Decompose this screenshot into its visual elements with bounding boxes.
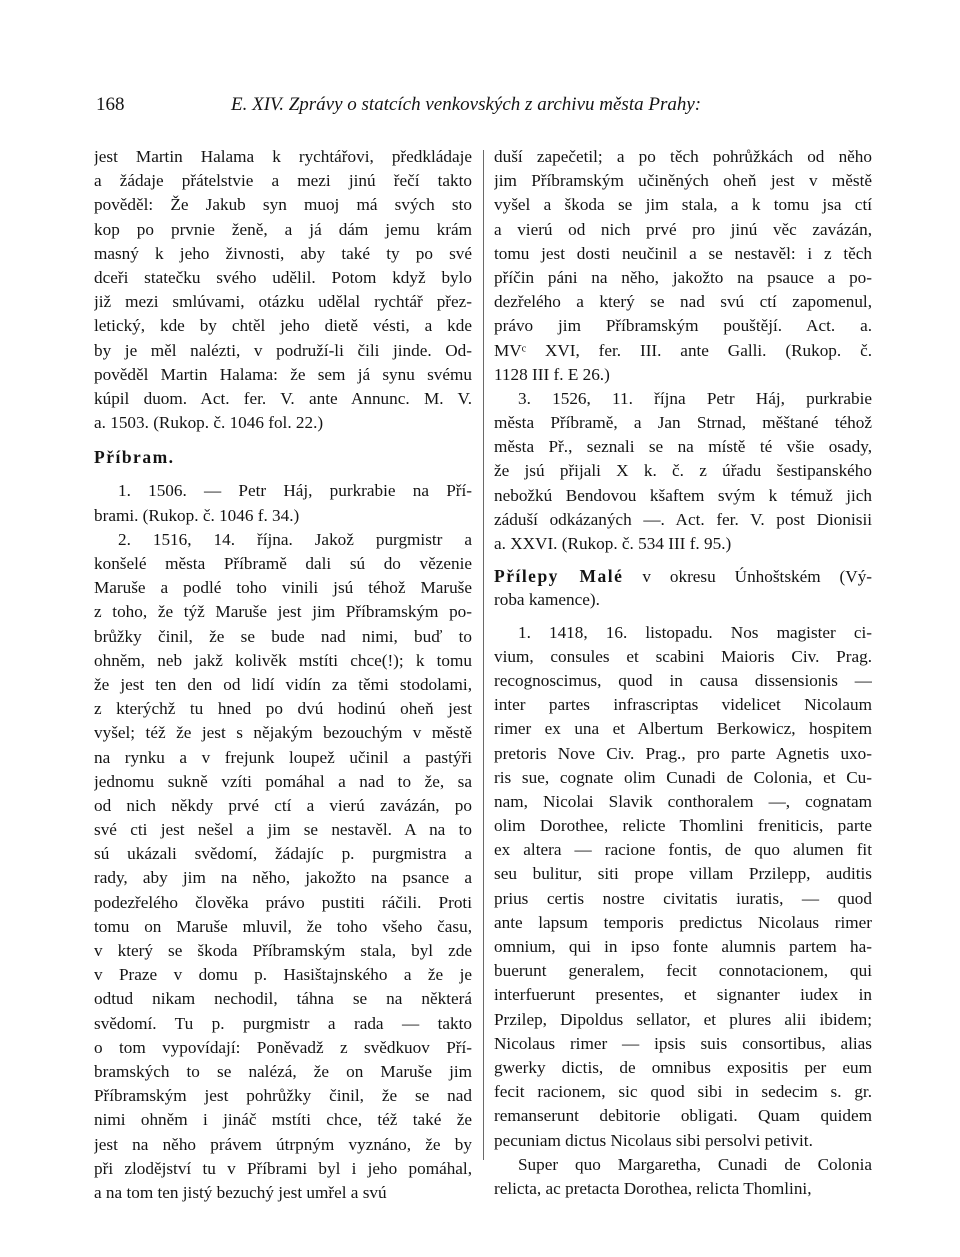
text-line: brůžky činil, že se bude nad nimi, buď to [94,626,472,646]
text-line: dezřelého a který se nad svú ctí zapomenul, [494,292,872,312]
text-line: že jsú přijali X k. č. z úřadu šestipanského [494,461,872,481]
text-line: v který se škoda Příbramským stala, byl zde [94,941,472,961]
text-line: sú ukázali svědomí, žádajíc p. purgmistra a [94,844,472,864]
text-line: jim Příbramským učiněných oheň jest v městě [494,171,872,191]
paragraph-pribram-1 [94,479,472,527]
left-column [94,145,472,1205]
paragraph-pribram-2-cont [494,145,872,387]
text-line: 2. 1516, 14. října. Jakož purgmistr a [118,529,472,549]
text-line: 3. 1526, 11. října Petr Háj, purkrabie [518,388,872,408]
page-number: 168 [96,94,125,115]
text-line: z toho, že týž Maruše jest jim Příbramským po- [94,602,472,622]
page-header [96,94,866,124]
text-line: remanserunt debitorie obligati. Quam quidem [494,1106,872,1126]
text-line: ex altera — racione fontis, de quo alumen fit [494,840,872,860]
text-line: ris sue, cognate olim Cunadi de Colonia, et Cu- [494,767,872,787]
text-line: vium, consules et scabini Maioris Civ. Prag. [494,646,872,666]
text-line: konšelé města Příbramě dali sú do vězenie [94,554,472,574]
text-line: a žádaje přátelstvie a mezi jinú řečí takto [94,171,472,191]
text-line: pecuniam dictus Nicolaus sibi persolvi petivit. [494,1130,813,1150]
text-line: recognoscimus, quod in causa dissensionis — [494,670,872,690]
text-line: a vierú od nich prvé pro jinú věc zavázán, [494,219,872,239]
heading-place-name: Přílepy Malé [494,566,624,587]
text-line: ohněm, neb jakž kolivěk mstíti chce(!); k tomu [94,650,472,670]
text-line: by je měl nalézti, v podruží-li čili jinde. Od- [94,340,472,360]
column-divider [483,150,484,1160]
heading-place-rest: v okresu Únhoštském (Vý- [623,567,872,587]
text-line: z kterýchž tu hned po dvú hodinú oheň jest [94,699,472,719]
text-line: bramských to se nalézá, že on Maruše jim [94,1061,472,1081]
paragraph-halama [94,145,472,435]
text-line: jednomu sukně vzíti pomáhal a nad to že, sa [94,771,472,791]
text-line: města Př., seznali se na místě té všie osady, [494,437,872,457]
text-line: seu bulitur, siti prope villam Przilepp, auditis [494,864,872,884]
text-line: při zlodějství tu v Příbrami byl i jeho pomáhal, [94,1158,472,1178]
text-line: 1128 III f. E 26.) [494,364,610,384]
text-line: fecit racionem, sic quod sibi in sedecim s. gr. [494,1082,872,1102]
text-line: inter partes infrascriptas videlicet Nicolaum [494,695,872,715]
text-line: rady, aby jim na něho, jakožto na psance a [94,868,472,888]
text-line: pověděl: Že Jakub syn muoj má svých sto [94,195,472,215]
text-line: Příbramským jest pohrůžky činil, že se nad [94,1086,472,1106]
text-line: brami. (Rukop. č. 1046 f. 34.) [94,505,300,525]
text-line: o tom vypovídají: Poněvadž z svědkuov Pří- [94,1037,472,1057]
text-line: vyšel a škoda se jim stala, a k tomu jsa ctí [494,195,872,215]
text-line: podezřelého člověka právo pustiti ráčili. Proti [94,892,472,912]
text-line: příčin páni na něho, jakožto na psauce a po- [494,267,872,287]
text-line: vyšel; též že jest s nějakým bezouchým v městě [94,723,472,743]
text-line: a. XXVI. (Rukop. č. 534 III f. 95.) [494,534,732,553]
text-line: své cti jest nešel a jim se nestavěl. A na to [94,820,472,840]
text-line: 1. 1418, 16. listopadu. Nos magister ci- [518,622,872,642]
text-line: již mezi smlúvami, otázku udělal rychtář přez- [94,292,472,312]
text-line: tomu jest dosti neučinil a se nestavěl: i z těch [494,243,872,263]
text-line: interfuerunt presentes, et signanter iudex in [494,985,872,1005]
text-line: olim Dorothee, relicte Thomlini freniticis, parte [494,816,872,836]
text-line: kop po prvnie ženě, a já dám jemu krám [94,219,472,239]
text-line: od nich někdy prvé ctí a vierú zavázán, po [94,795,472,815]
text-line: jest Martin Halama k rychtářovi, předkládaje [94,147,472,166]
paragraph-prilepy-1 [494,621,872,1202]
text-line: Nicolaus rimer — ipsis suis consortibus, alias [494,1033,872,1053]
text-line: Super quo Margaretha, Cunadi de Colonia [518,1154,872,1174]
text-line: rimer ex una et Albertum Berkowicz, hospitem [494,719,872,739]
text-line: jest na něho právem útrpným vyznáno, že by [94,1134,472,1154]
paragraph-pribram-3 [494,387,872,556]
text-line: prius certis nostre civitatis iuratis, — quod [494,888,872,908]
running-title: E. XIV. Zprávy o statcích venkovských z archivu města Prahy: [231,94,702,115]
text-line: duší zapečetil; a po těch pohrůžkách od něho [494,147,872,166]
text-line: tomu on Maruše mluvil, že toho všeho času, [94,916,472,936]
text-line: města Příbramě, a Jan Strnad, měštané téhož [494,413,872,433]
right-column [494,145,872,1201]
text-line: pověděl Martin Halama: že sem já synu svému [94,364,472,384]
text-line: v Praze v domu p. Hasištajnského a že je [94,965,472,985]
heading-line-2: roba kamence). [494,590,600,610]
text-line: letický, kde by chtěl jeho dietě vésti, a kde [94,316,472,336]
text-line: pretoris Nove Civ. Prag., pro parte Agnetis uxo- [494,743,872,763]
text-line: relicta, ac pretacta Dorothea, relicta Thomlini, [494,1178,812,1198]
text-line: a. 1503. (Rukop. č. 1046 fol. 22.) [94,413,324,433]
text-line: buerunt generalem, fecit connotacionem, qui [494,961,872,981]
text-line: že jest ten den od lidí vidín za těmi stodolami, [94,674,472,694]
text-line: právo jim Příbramským pouštějí. Act. a. [494,316,872,336]
text-line: na rynku a v frejunk loupež učinil a pastýři [94,747,472,767]
text-line: nam, Nicolai Slavik conthoralem —, cognatam [494,791,872,811]
text-line: 1. 1506. — Petr Háj, purkrabie na Pří- [118,481,472,501]
section-heading-prilepy [494,564,872,588]
text-line: masný k jeho živnosti, aby také ty po své [94,243,472,263]
text-line: nebožkú Bendovou kšaftem svým k témuž jich [494,485,872,505]
text-line: Maruše a podlé toho vinili jsú téhož Maruše [94,578,472,598]
text-line: ante lapsum temporis predictus Nicolaus rimer [494,912,872,932]
text-line: kúpil duom. Act. fer. V. ante Annunc. M. V. [94,388,472,408]
text-line: Przilep, Dipoldus sellator, et plures alii ibidem; [494,1009,872,1029]
text-line: nimi ohněm i jináč mstíti chce, též také že [94,1110,472,1130]
text-line: odtud nikam nechodil, táhna se na některá [94,989,472,1009]
text-line: dceři statečku svého udělil. Potom když bylo [94,267,472,287]
paragraph-pribram-2 [94,528,472,1205]
text-line: svědomí. Tu p. purgmistr a rada — takto [94,1013,472,1033]
text-line: a na tom ten jistý bezuchý jest umřel a svú [94,1182,387,1202]
text-line: záduší odkázaných —. Act. fer. V. post Dionisii [494,509,872,529]
text-line: omnium, qui in ipso fonte alumnis partem ha- [494,937,872,956]
text-line: MVᶜ XVI, fer. III. ante Galli. (Rukop. č. [494,340,872,360]
section-heading-pribram: Příbram. [94,447,175,468]
text-line: gwerky dictis, de omnibus expositis per eum [494,1057,872,1077]
